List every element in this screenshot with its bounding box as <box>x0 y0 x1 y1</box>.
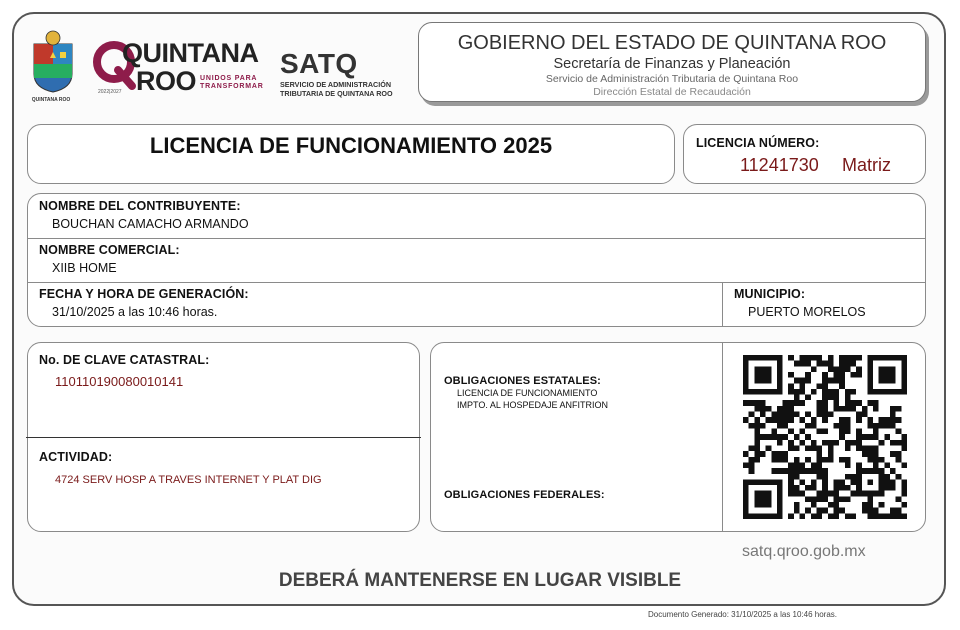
state-obligation-item: IMPTO. AL HOSPEDAJE ANFITRION <box>457 400 609 410</box>
satq-logo <box>280 48 420 100</box>
brand-line1: QUINTANA <box>122 38 259 68</box>
satq-subtitle: SERVICIO DE ADMINISTRACIÓN TRIBUTARIA DE QUINTANA ROO <box>280 80 393 98</box>
commercial-name-value: XIIB HOME <box>52 261 117 275</box>
state-obligation-item: LICENCIA DE FUNCIONAMIENTO <box>457 388 598 398</box>
license-number-box <box>683 124 926 184</box>
website-link[interactable]: satq.qroo.gob.mx <box>742 543 866 560</box>
commercial-name-label: NOMBRE COMERCIAL: <box>39 243 180 257</box>
brand-years: 2022|2027 <box>98 89 122 95</box>
taxpayer-info-box <box>27 193 926 327</box>
federal-obligations-label: OBLIGACIONES FEDERALES: <box>444 489 605 501</box>
gov-line3: Servicio de Administración Tributaria de Quintana Roo <box>545 73 799 85</box>
government-header <box>418 22 926 102</box>
divider <box>26 437 421 438</box>
state-shield-logo <box>30 30 76 94</box>
divider <box>28 238 925 239</box>
taxpayer-value: BOUCHAN CAMACHO ARMANDO <box>52 217 249 231</box>
license-number-value: 11241730 <box>740 155 819 175</box>
municipality-value: PUERTO MORELOS <box>748 305 866 319</box>
generated-footer: Documento Generado: 31/10/2025 a las 10:46 horas. <box>648 610 838 619</box>
brand-tagline: UNIDOS PARA TRANSFORMAR <box>200 75 264 90</box>
gov-line4: Dirección Estatal de Recaudación <box>593 86 751 98</box>
municipality-label: MUNICIPIO: <box>734 287 806 301</box>
state-caption: QUINTANA ROO <box>31 97 71 103</box>
license-type-value: Matriz <box>842 155 891 175</box>
gov-line2: Secretaría de Finanzas y Planeación <box>553 56 791 72</box>
generation-label: FECHA Y HORA DE GENERACIÓN: <box>39 287 249 301</box>
title-box <box>27 124 675 184</box>
cadastral-label: No. DE CLAVE CATASTRAL: <box>39 353 210 367</box>
qr-code[interactable] <box>743 355 907 519</box>
brand-line2: ROO <box>136 66 197 96</box>
visibility-notice: DEBERÁ MANTENERSE EN LUGAR VISIBLE <box>278 570 682 591</box>
activity-value: 4724 SERV HOSP A TRAVES INTERNET Y PLAT DIG <box>55 474 322 486</box>
gov-line1: GOBIERNO DEL ESTADO DE QUINTANA ROO <box>457 32 887 54</box>
license-number-label: LICENCIA NÚMERO: <box>696 136 820 150</box>
cadastral-value: 110110190080010141 <box>55 374 184 389</box>
divider <box>722 343 723 531</box>
cadastral-activity-box <box>27 342 420 532</box>
divider <box>722 282 723 327</box>
divider <box>28 282 925 283</box>
document-title: LICENCIA DE FUNCIONAMIENTO 2025 <box>149 133 553 158</box>
state-obligations-label: OBLIGACIONES ESTATALES: <box>444 375 601 387</box>
activity-label: ACTIVIDAD: <box>39 450 113 464</box>
quintana-roo-brand-logo <box>92 38 264 100</box>
generation-value: 31/10/2025 a las 10:46 horas. <box>52 305 218 319</box>
satq-wordmark: SATQ <box>280 48 358 79</box>
taxpayer-label: NOMBRE DEL CONTRIBUYENTE: <box>39 199 241 213</box>
